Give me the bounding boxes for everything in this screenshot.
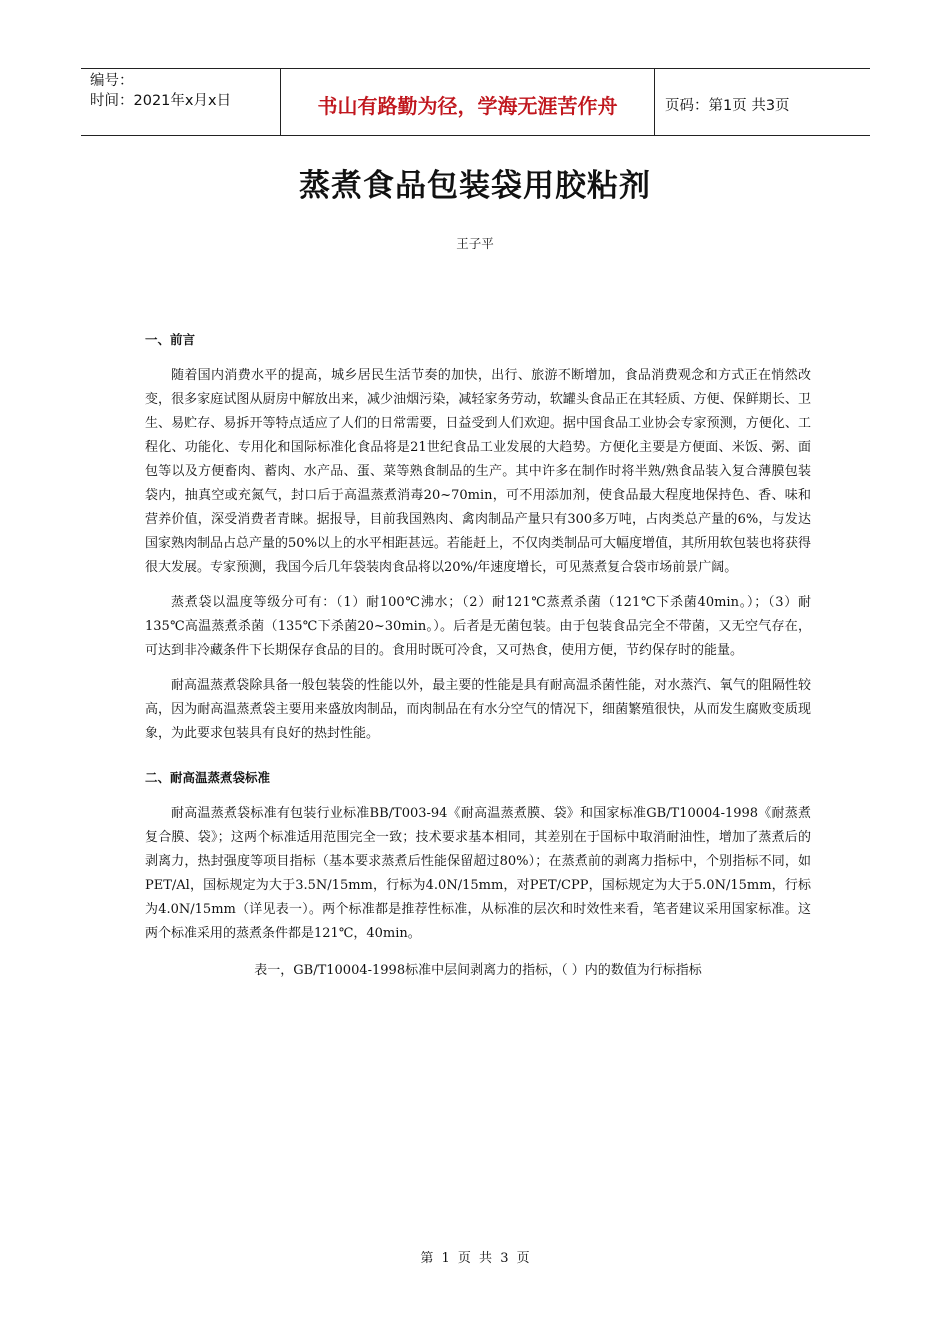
header-meta-cell	[81, 69, 281, 135]
document-title: 蒸煮食品包装袋用胶粘剂	[299, 168, 651, 204]
page-header	[81, 68, 870, 136]
paragraph: 随着国内消费水平的提高，城乡居民生活节奏的加快，出行、旅游不断增加，食品消费观念和方式正在悄然改变，很多家庭试图从厨房中解放出来，减少油烟污染，减轻家务劳动，软罐头食品正在其轻质、方便、保鲜期长、卫生、易贮存、易拆开等特点适应了人们的日常需要，日益受到人们欢迎。据中国食品工业协会专家预测，方便化、工程化、功能化、专用化和国际标准化食品将是21世纪食品工业发展的大趋势。方便化主要是方便面、米饭、粥、面包等以及方便畜肉、蓄肉、水产品、蛋、菜等熟食制品的生产。其中许多在制作时将半熟/熟食品装入复合薄膜包装袋内，抽真空或充氮气，封口后于高温蒸煮消毒20~70min，可不用添加剂，使食品最大程度地保持色、香、味和营养价值，深受消费者青睐。据报导，目前我国熟肉、禽肉制品产量只有300多万吨，占肉类总产量的6%，与发达国家熟肉制品占总产量的50%以上的水平相距甚远。若能赶上，不仅肉类制品可大幅度增值，其所用软包装也将获得很大发展。专家预测，我国今后几年袋装肉食品将以20%/年速度增长，可见蒸煮复合袋市场前景广阔。	[145, 368, 811, 575]
table-caption: 表一，GB/T10004-1998标准中层间剥离力的指标，（ ）内的数值为行标指标	[254, 963, 702, 978]
document-body	[145, 328, 811, 983]
document-author: 王子平	[456, 236, 494, 251]
header-motto: 书山有路勤为径，学海无涯苦作舟	[281, 69, 655, 135]
paragraph: 耐高温蒸煮袋除具备一般包装袋的性能以外，最主要的性能是具有耐高温杀菌性能，对水蒸汽、氧气的阻隔性较高，因为耐高温蒸煮袋主要用来盛放肉制品，而肉制品在有水分空气的情况下，细菌繁殖很快，从而发生腐败变质现象，为此要求包装具有良好的热封性能。	[145, 678, 811, 741]
document-date-label: 时间：2021年x月x日	[90, 93, 232, 109]
page-footer: 第 1 页 共 3 页	[420, 1251, 530, 1266]
paragraph: 耐高温蒸煮袋标准有包装行业标准BB/T003-94《耐高温蒸煮膜、袋》和国家标准GB/T10004-1998《耐蒸煮复合膜、袋》；这两个标准适用范围完全一致；技术要求基本相同，其差别在于国标中取消耐油性，增加了蒸煮后的剥离力，热封强度等项目指标（基本要求蒸煮后性能保留超过80%）；在蒸煮前的剥离力指标中，个别指标不同，如PET/Al，国标规定为大于3.5N/15mm，行标为4.0N/15mm，对PET/CPP，国标规定为大于5.0N/15mm，行标为4.0N/15mm（详见表一）。两个标准都是推荐性标准，从标准的层次和时效性来看，笔者建议采用国家标准。这两个标准采用的蒸煮条件都是121℃，40min。	[145, 806, 811, 941]
section-heading-standards: 二、耐高温蒸煮袋标准	[145, 770, 271, 785]
document-number-label: 编号：	[90, 73, 134, 89]
header-page-number: 页码：第1页 共3页	[665, 97, 790, 114]
section-heading-intro: 一、前言	[145, 332, 196, 347]
paragraph: 蒸煮袋以温度等级分可有：（1）耐100℃沸水；（2）耐121℃蒸煮杀菌（121℃下杀菌40min。）；（3）耐135℃高温蒸煮杀菌（135℃下杀菌20~30min。）。后者是无菌包装。由于包装食品完全不带菌，又无空气存在，可达到非冷藏条件下长期保存食品的目的。食用时既可冷食，又可热食，使用方便，节约保存时的能量。	[145, 595, 811, 658]
